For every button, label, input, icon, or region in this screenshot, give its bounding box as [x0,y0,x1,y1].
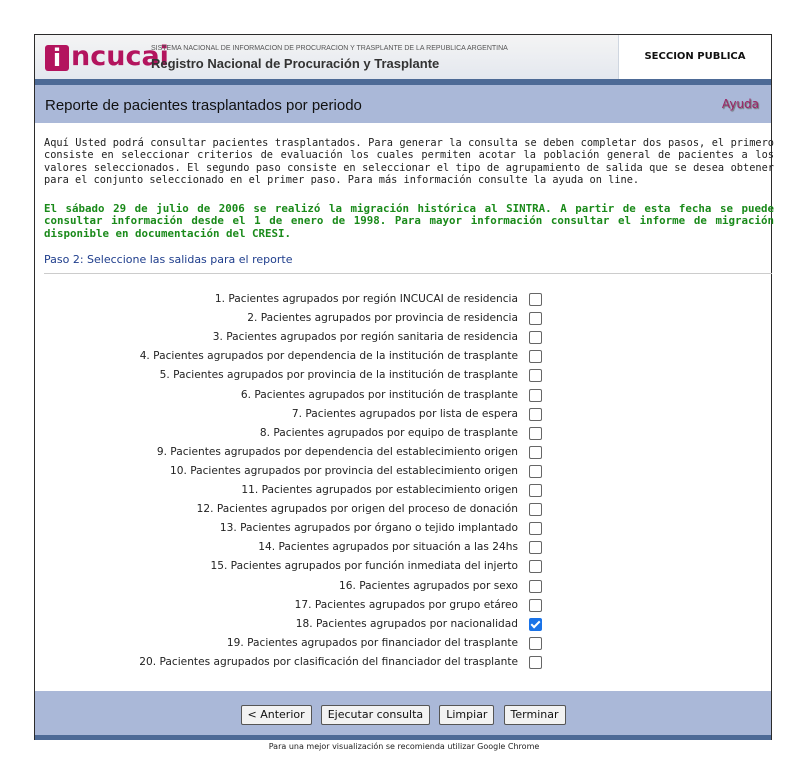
option-row [35,406,771,425]
option-row [35,425,771,444]
system-name: SISTEMA NACIONAL DE INFORMACION DE PROCURACION Y TRASPLANTE DE LA REPUBLICA ARGENTINA [151,45,508,52]
option-checkbox[interactable] [529,599,542,612]
option-checkbox[interactable] [529,560,542,573]
option-label: 20. Pacientes agrupados por clasificación del financiador del trasplante [139,655,518,668]
option-checkbox[interactable] [529,446,542,459]
option-row [35,367,771,386]
registry-name: Registro Nacional de Procuración y Trasplante [151,56,440,71]
previous-button[interactable]: < Anterior [241,705,312,725]
option-label: 17. Pacientes agrupados por grupo etáreo [294,598,518,611]
option-checkbox[interactable] [529,427,542,440]
option-label: 4. Pacientes agrupados por dependencia de la institución de trasplante [139,350,518,363]
option-row [35,444,771,463]
option-checkbox[interactable] [529,369,542,382]
option-row [35,501,771,520]
option-label: 16. Pacientes agrupados por sexo [339,579,518,592]
page-title: Reporte de pacientes trasplantados por periodo [45,97,362,114]
option-checkbox[interactable] [529,656,542,669]
step-label: Paso 2: Seleccione las salidas para el reporte [44,253,293,266]
option-row [35,482,771,501]
option-checkbox[interactable] [529,522,542,535]
option-checkbox[interactable] [529,350,542,363]
option-row [35,616,771,635]
option-row [35,329,771,348]
option-row [35,387,771,406]
logo-i: i [45,45,69,71]
finish-button[interactable]: Terminar [504,705,566,725]
option-checkbox[interactable] [529,503,542,516]
option-checkbox[interactable] [529,580,542,593]
intro-text: Aquí Usted podrá consultar pacientes trasplantados. Para generar la consulta se deben completar dos pasos, el primero consiste en seleccionar criterios de evaluación los cuales permiten acotar la población general de pacientes a los valores seleccionados. El segundo paso consiste en seleccionar el tipo de agrupamiento de salida que se desea obtener para el conjunto seleccionado en el primer paso. Para más información consulte la ayuda on line. [44,137,774,187]
option-label: 13. Pacientes agrupados por órgano o tejido implantado [219,522,518,535]
clear-button[interactable]: Limpiar [439,705,494,725]
option-row [35,539,771,558]
option-row [35,558,771,577]
title-bar [35,85,771,123]
section-label: SECCION PUBLICA [618,35,771,79]
page-frame [34,34,772,740]
help-link[interactable]: Ayuda [721,97,759,111]
migration-notice: El sábado 29 de julio de 2006 se realizó la migración histórica al SINTRA. A partir de esta fecha se puede consultar información desde el 1 de enero de 1998. Para mayor información consultar el informe de migración disponible en documentación del CRESI. [44,202,774,240]
option-label: 8. Pacientes agrupados por equipo de trasplante [259,426,518,439]
option-checkbox[interactable] [529,312,542,325]
logo-text: ncucai [71,41,169,72]
option-checkbox[interactable] [529,465,542,478]
option-row [35,654,771,673]
option-row [35,348,771,367]
option-checkbox[interactable] [529,389,542,402]
option-label: 14. Pacientes agrupados por situación a las 24hs [258,541,518,554]
option-row [35,578,771,597]
option-checkbox[interactable] [529,331,542,344]
option-checkbox[interactable] [529,293,542,306]
option-label: 7. Pacientes agrupados por lista de espera [291,407,518,420]
option-row [35,310,771,329]
option-label: 19. Pacientes agrupados por financiador del trasplante [226,636,518,649]
option-label: 5. Pacientes agrupados por provincia de la institución de trasplante [159,369,518,382]
option-label: 1. Pacientes agrupados por región INCUCAI de residencia [214,293,518,305]
option-label: 12. Pacientes agrupados por origen del proceso de donación [196,503,518,516]
option-label: 18. Pacientes agrupados por nacionalidad [295,617,518,630]
option-row [35,635,771,654]
site-header [35,35,771,79]
option-row [35,291,771,310]
button-bar [35,691,771,735]
option-label: 2. Pacientes agrupados por provincia de residencia [247,312,518,325]
option-label: 11. Pacientes agrupados por establecimiento origen [241,484,518,496]
option-checkbox[interactable] [529,484,542,497]
option-label: 3. Pacientes agrupados por región sanitaria de residencia [212,331,518,344]
option-label: 15. Pacientes agrupados por función inmediata del injerto [210,560,518,573]
option-checkbox[interactable] [529,618,542,631]
option-label: 6. Pacientes agrupados por institución de trasplante [240,388,518,401]
divider [44,273,772,274]
browser-recommendation: Para una mejor visualización se recomienda utilizar Google Chrome [268,742,540,751]
option-checkbox[interactable] [529,408,542,421]
run-query-button[interactable]: Ejecutar consulta [321,705,430,725]
option-label: 10. Pacientes agrupados por provincia del establecimiento origen [169,464,518,477]
footer-divider [35,735,771,740]
option-checkbox[interactable] [529,637,542,650]
option-row [35,520,771,539]
option-row [35,463,771,482]
option-label: 9. Pacientes agrupados por dependencia del establecimiento origen [156,445,518,458]
option-checkbox[interactable] [529,541,542,554]
option-row [35,597,771,616]
